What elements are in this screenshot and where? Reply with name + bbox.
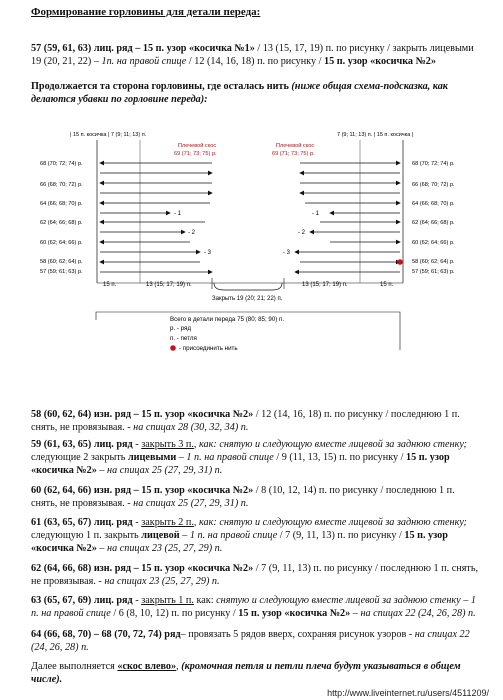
right-row-label: 60 (62; 64; 66) р. [412,240,455,246]
right-top-label: 7 (9; 11; 13) п. | 15 п. косичка | [337,132,414,138]
decrease-label-3: - 3 [283,250,291,256]
paragraph-row-64: 64 (66, 68, 70) – 68 (70, 72, 74) ряд– провязать 5 рядов вверх, сохраняя рисунок узоров - на спицах 22 (24, 26, 28) п. [31,629,470,653]
left-row-label: 66 (68; 70; 72) р. [40,182,83,188]
left-row-label: 64 (66; 68; 70) р. [40,201,83,207]
paragraph-row-63: 63 (65, 67, 69) лиц. ряд - закрыть 1 п. как: снятую и следующую вместе лицевой за заднюю стенку – 1 п. на правой спице / 6 (8, 10, 12) п. по рисунку / 15 п. узор «косичка №2» – на спицах 22 (24, 26, 28) п. [31,595,476,619]
section-heading: Формирование горловины для детали переда: [31,6,261,18]
segment-mid-right: 13 (15; 17; 19) п. [302,282,348,288]
decrease-label-2: - 2 [298,230,306,236]
shoulder-label-left: Плечевой скос [178,143,217,149]
right-row-label: 64 (66; 68; 70) р. [412,201,455,207]
segment-15-right: 15 п. [380,282,394,288]
segment-15-left: 15 п. [103,282,117,288]
legend-dot [170,345,176,351]
shoulder-count-right: 69 (71; 73; 75) р. [272,151,315,157]
paragraph-row-57: 57 (59, 61, 63) лиц. ряд – 15 п. узор «косичка №1» / 13 (15, 17, 19) п. по рисунку / закрыть лицевыми 19 (20, 21, 22) – 1п. на правой спице / 12 (14, 16, 18) п. по рисунку / 15 п. узор «косичка №2» [31,43,474,67]
legend-row: р. - ряд [170,325,191,332]
paragraph-row-59: 59 (61, 63, 65) лиц. ряд - закрыть 3 п., как: снятую и следующую вместе лицевой за заднюю стенку; следующие 2 закрыть лицевыми – 1 п. на правой спице / 9 (11, 13, 15) п. по рисунку / 15 п. узор «косичка №2» – на спицах 25 (27, 29, 31) п. [31,439,467,476]
paragraph-row-62: 62 (64, 66, 68) изн. ряд – 15 п. узор «косичка №2» / 7 (9, 11, 13) п. по рисунку / последнюю 1 п. снять, не провязывая. - на спицах 23 (25, 27, 29) п. [31,563,479,587]
paragraph-intro: Продолжается та сторона горловины, где осталась нить (ниже общая схема-подсказка, как делаются убавки по горловине переда): [31,81,448,105]
paragraph-row-60: 60 (62, 64, 66) изн. ряд – 15 п. узор «косичка №2» / 8 (10, 12, 14) п. по рисунку / последнюю 1 п. снять, не провязывая. - на спицах 25 (27, 29, 31) п. [31,485,455,509]
legend-stitch: п. - петля [170,335,197,342]
left-row-label: 57 (59; 61; 63) р. [40,269,83,275]
left-row-label: 58 (60; 62; 64) р. [40,259,83,265]
right-row-label: 68 (70; 72; 74) р. [412,161,455,167]
right-row-label: 58 (60; 62; 64) р. [412,259,455,265]
segment-mid-left: 13 (15; 17; 19) п. [146,282,192,288]
close-label: Закрыть 19 (20; 21; 22) п. [212,296,283,302]
paragraph-continue: Далее выполняется «скос влево», (кромочная петля и петли плеча будут указываться в общем числе). [31,661,461,685]
left-row-label: 60 (62; 64; 66) р. [40,240,83,246]
source-url: http://www.liveinternet.ru/users/4511209/ [327,688,489,698]
paragraph-row-61: 61 (63, 65, 67) лиц. ряд - закрыть 2 п., как: снятую и следующую вместе лицевой за заднюю стенку; следующую 1 п. закрыть лицевой – 1 п. на правой спице / 7 (9, 11, 13) п. по рисунку / 15 п. узор «косичка №2» – на спицах 23 (25, 27, 29) п. [31,517,467,554]
shoulder-label-right: Плечевой скос [276,143,315,149]
decrease-label-3: - 3 [204,250,212,256]
left-row-label: 62 (64; 66; 68) р. [40,220,83,226]
decrease-label-1: - 1 [174,211,182,217]
paragraph-row-58: 58 (60, 62, 64) изн. ряд – 15 п. узор «косичка №2» / 12 (14, 16, 18) п. по рисунку / последнюю 1 п. снять, не провязывая. - на спицах 28 (30, 32, 34) п. [31,409,460,433]
decrease-label-2: - 2 [188,230,196,236]
shoulder-count-left: 69 (71; 73; 75) р. [174,151,217,157]
right-row-label: 57 (59; 61; 63) р. [412,269,455,275]
decrease-label-1: - 1 [312,211,320,217]
right-row-label: 66 (68; 70; 72) р. [412,182,455,188]
right-row-label: 62 (64; 66; 68) р. [412,220,455,226]
left-top-label: | 15 п. косичка | 7 (9; 11; 13) п. [70,132,147,138]
legend-join: - присоединить нить [179,345,238,352]
join-thread-dot [397,259,403,265]
left-row-label: 68 (70; 72; 74) р. [40,161,83,167]
row-57-title: 57 (59, 61, 63) лиц. ряд – 15 п. узор «косичка №1» [31,43,255,54]
legend-total: Всего в детали переда 75 (80; 85; 90) п. [170,316,285,323]
